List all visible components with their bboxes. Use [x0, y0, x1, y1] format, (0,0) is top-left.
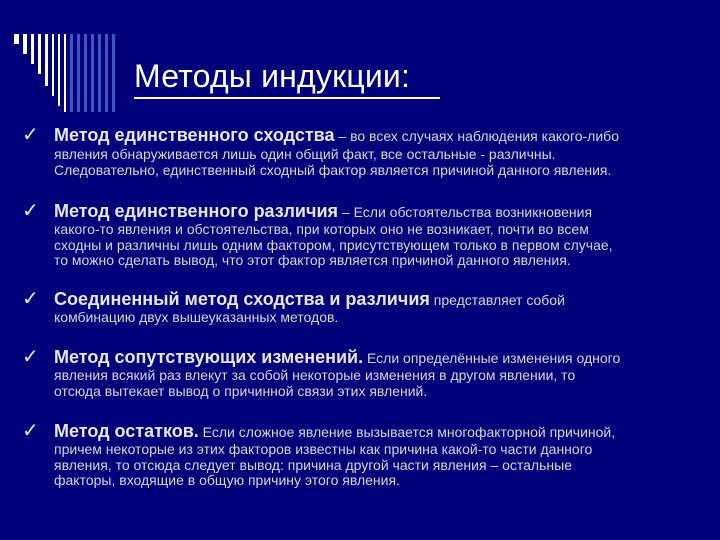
item-line: явления обнаруживается лишь один общий факт, все остальные - различны.	[54, 146, 556, 162]
item-text: Если определённые изменения одного	[363, 350, 621, 366]
item-line: сходны и различны лишь одним фактором, присутствующем только в первом случае,	[54, 236, 613, 253]
checkmark-icon: ✓	[22, 346, 39, 368]
item-line: то можно сделать вывод, что этот фактор является причиной данного явления.	[54, 252, 571, 268]
item-line: отсюда вытекает вывод о причинной связи этих явлений.	[54, 382, 428, 399]
item-heading: Метод единственного сходства	[54, 125, 335, 145]
checkmark-icon: ✓	[22, 200, 39, 222]
item-text: – во всех случаях наблюдения какого-либо	[334, 128, 619, 144]
item-body	[54, 310, 338, 326]
item-heading: Метод единственного различия	[54, 201, 339, 221]
item-line: явления всякий раз влекут за собой некоторые изменения в другом явлении, то	[54, 367, 576, 383]
checkmark-icon: ✓	[22, 420, 39, 442]
item-line: комбинацию двух вышеуказанных методов.	[54, 309, 339, 325]
item-text: Если сложное явление вызывается многофакторной причиной,	[198, 424, 616, 440]
item-body	[54, 442, 592, 489]
item-body	[54, 222, 613, 269]
item-line: явления, то отсюда следует вывод: причина другой части явления – остальные	[54, 456, 572, 473]
item-line: причем некоторые из этих факторов известны как причина какой-то части данного	[54, 441, 593, 457]
checkmark-icon: ✓	[22, 288, 39, 310]
item-text: – Если обстоятельства возникновения	[338, 204, 593, 220]
item-line: факторы, входящие в общую причину этого явления.	[54, 472, 400, 488]
item-line: Следовательно, единственный сходный фактор является причиной данного явления.	[54, 161, 612, 178]
item-heading: Метод сопутствующих изменений.	[54, 347, 364, 367]
item-body	[54, 368, 575, 399]
slide-title: Методы индукции:	[134, 58, 411, 94]
item-heading: Соединенный метод сходства и различия	[54, 289, 430, 309]
item-heading: Метод остатков.	[54, 421, 199, 441]
item-body	[54, 147, 611, 178]
item-text: представляет собой	[429, 292, 565, 308]
item-line: какого-то явления и обстоятельства, при которых оно не возникает, почти во всем	[54, 221, 589, 237]
checkmark-icon: ✓	[22, 124, 39, 146]
